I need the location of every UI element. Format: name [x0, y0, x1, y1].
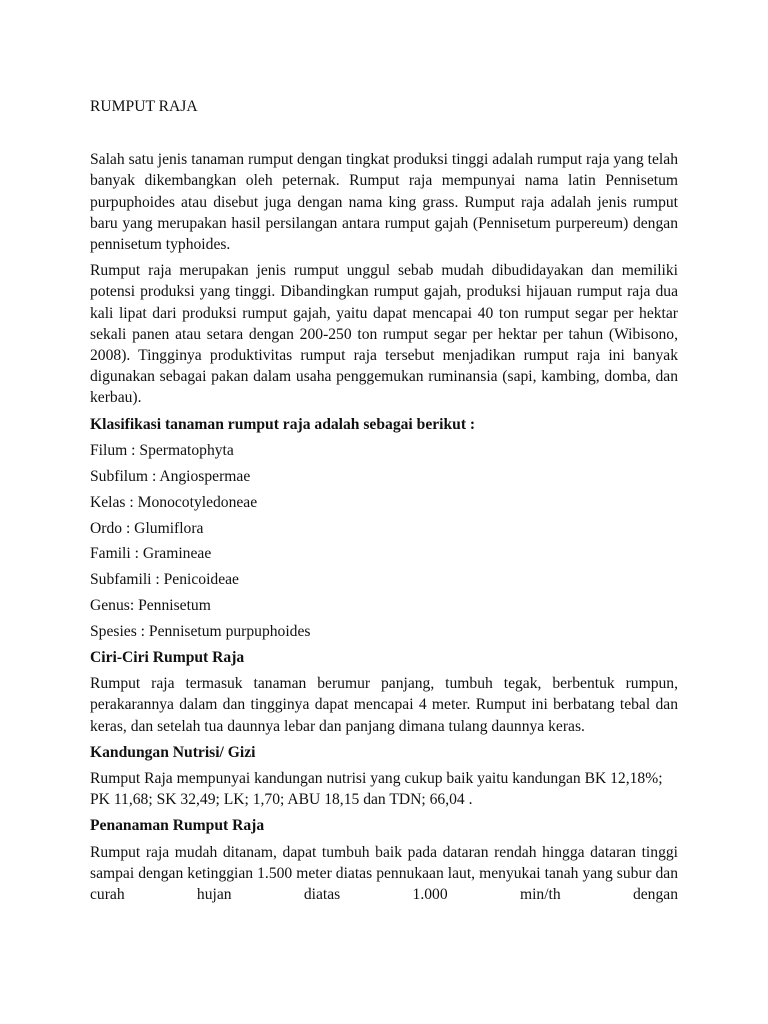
classification-item-kelas: Kelas : Monocotyledoneae — [90, 493, 258, 511]
classification-item-genus: Genus: Pennisetum — [90, 597, 211, 615]
planting-heading: Penanaman Rumput Raja — [90, 817, 265, 835]
classification-list — [90, 440, 678, 642]
productivity-paragraph: Rumput raja merupakan jenis rumput unggul sebab mudah dibudidayakan dan memiliki potensi produksi yang tinggi. Dibandingkan rumput gajah, produksi hijauan rumput raja dua kali lipat dari produksi rumput gajah, yaitu dapat mencapai 40 ton rumput segar per hektar sekali panen atau setara dengan 200-250 ton rumput segar per hektar per tahun (Wibisono, 2008). Tingginya produktivitas rumput raja tersebut menjadikan rumput raja ini banyak digunakan sebagai pakan dalam usaha penggemukan ruminansia (sapi, kambing, domba, dan kerbau). — [90, 262, 678, 407]
classification-item-subfilum: Subfilum : Angiospermae — [90, 467, 251, 485]
characteristics-heading: Ciri-Ciri Rumput Raja — [90, 648, 245, 666]
characteristics-paragraph: Rumput raja termasuk tanaman berumur panjang, tumbuh tegak, berbentuk rumpun, perakarannya dalam dan tingginya dapat mencapai 4 meter. Rumput ini berbatang tebal dan keras, dan setelah tua daunnya lebar dan panjang dimana tulang daunnya keras. — [90, 675, 678, 735]
nutrition-paragraph: Rumput Raja mempunyai kandungan nutrisi yang cukup baik yaitu kandungan BK 12,18%; PK 11,68; SK 32,49; LK; 1,70; ABU 18,15 dan TDN; 66,04 . — [90, 769, 663, 809]
classification-item-ordo: Ordo : Glumiflora — [90, 519, 204, 537]
nutrition-heading: Kandungan Nutrisi/ Gizi — [90, 743, 256, 761]
document-title: RUMPUT RAJA — [90, 98, 198, 115]
classification-heading: Klasifikasi tanaman rumput raja adalah sebagai berikut : — [90, 415, 476, 433]
document-page — [90, 96, 678, 910]
classification-item-spesies: Spesies : Pennisetum purpuphoides — [90, 623, 311, 641]
classification-item-famili: Famili : Gramineae — [90, 545, 212, 563]
classification-item-filum: Filum : Spermatophyta — [90, 441, 234, 459]
planting-paragraph: Rumput raja mudah ditanam, dapat tumbuh baik pada dataran rendah hingga dataran tinggi sampai dengan ketinggian 1.500 meter diatas pennukaan laut, menyukai tanah yang subur dan curah hujan diatas 1.000 min/th dengan — [90, 843, 678, 903]
classification-item-subfamili: Subfamili : Penicoideae — [90, 571, 239, 589]
intro-paragraph: Salah satu jenis tanaman rumput dengan tingkat produksi tinggi adalah rumput raja yang telah banyak dikembangkan oleh peternak. Rumput raja mempunyai nama latin Pennisetum purpuphoides atau disebut juga dengan nama king grass. Rumput raja adalah jenis rumput baru yang merupakan hasil persilangan antara rumput gajah (Pennisetum purpereum) dengan pennisetum typhoides. — [90, 151, 678, 254]
